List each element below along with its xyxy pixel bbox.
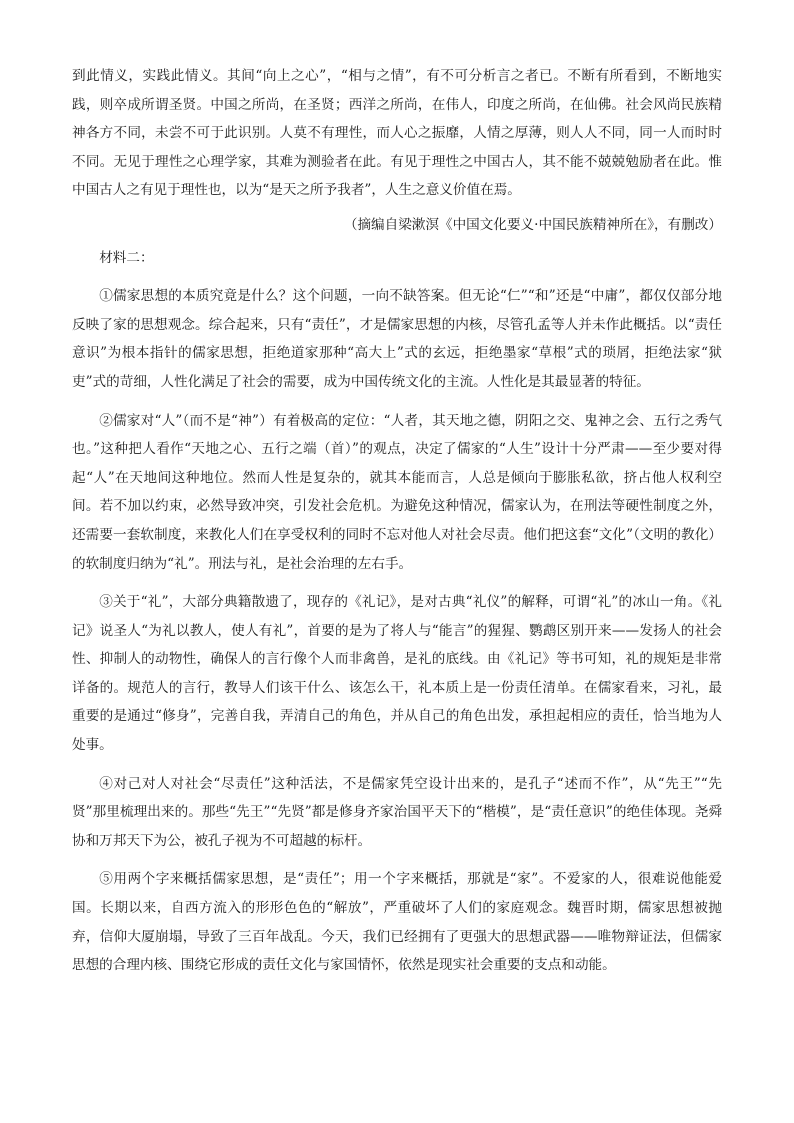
paragraph-1: ①儒家思想的本质究竟是什么？这个问题，一向不缺答案。但无论“仁”“和”还是“中庸”，都仅仅部分地反映了家的思想观念。综合起来，只有“责任”，才是儒家思想的内核，尽管孔孟等人并未作此概括。以“责任意识”为根本指针的儒家思想，拒绝道家那种“高大上”式的玄远，拒绝墨家“草根”式的琐屑，拒绝法家“狱吏”式的苛细，人性化满足了社会的需要，成为中国传统文化的主流。人性化是其最显著的特征。 [72,288,722,390]
paragraph-3: ③关于“礼”，大部分典籍散遗了，现存的《礼记》，是对古典“礼仪”的解释，可谓“礼”的冰山一角。《礼记》说圣人“为礼以教人，使人有礼”，首要的是为了将人与“能言”的猩猩、鹦鹉区别开来——发扬人的社会性、抑制人的动物性，确保人的言行像个人而非禽兽，是礼的底线。由《礼记》等书可知，礼的规矩是非常详备的。规范人的言行，教导人们该干什么、该怎么干，礼本质上是一份责任清单。在儒家看来，习礼，最重要的是通过“修身”，完善自我，弄清自己的角色，并从自己的角色出发，承担起相应的责任，恰当地为人处事。 [72,594,722,754]
material-one-tail: 到此情义，实践此情义。其间“向上之心”，“相与之情”，有不可分析言之者已。不断有所看到，不断地实践，则卒成所谓圣贤。中国之所尚，在圣贤；西洋之所尚，在伟人，印度之所尚，在仙佛。社会风尚民族精神各方不同，未尝不可于此识别。人莫不有理性，而人心之振靡，人情之厚薄，则人人不同，同一人而时时不同。无见于理性之心理学家，其难为测验者在此。有见于理性之中国古人，其不能不兢兢勉励者在此。惟中国古人之有见于理性也，以为“是天之所予我者”，人生之意义价值在焉。 [72,68,722,199]
material-two-heading: 材料二： [99,249,154,266]
paragraph-5: ⑤用两个字来概括儒家思想，是“责任”；用一个字来概括，那就是“家”。不爱家的人，很难说他能爱国。长期以来，自西方流入的形形色色的“解放”，严重破坏了人们的家庭观念。魏晋时期，儒家思想被抛弃，信仰大厦崩塌，导致了三百年战乱。今天，我们已经拥有了更强大的思想武器——唯物辩证法，但儒家思想的合理内核、围绕它形成的责任文化与家国情怀，依然是现实社会重要的支点和动能。 [72,871,722,974]
paragraph-4: ④对己对人对社会“尽责任”这种活法，不是儒家凭空设计出来的，是孔子“述而不作”，从“先王”“先贤”那里梳理出来的。那些“先王”“先贤”都是修身齐家治国平天下的“楷模”，是“责任意识”的绝佳体现。尧舜协和万邦天下为公，被孔子视为不可超越的标杆。 [72,775,722,849]
document-page [72,62,722,980]
material-one-source: （摘编自梁漱溟《中国文化要义·中国民族精神所在》，有删改） [343,216,722,233]
paragraph-2: ②儒家对“人”（而不是“神”）有着极高的定位：“人者，其天地之德，阴阳之交、鬼神之会、五行之秀气也。”这种把人看作“天地之心、五行之端（首）”的观点，决定了儒家的“人生”设计十分严肃——至少要对得起“人”在天地间这种地位。然而人性是复杂的，就其本能而言，人总是倾向于膨胀私欲，挤占他人权利空间。若不加以约束，必然导致冲突，引发社会危机。为避免这种情况，儒家认为，在刑法等硬性制度之外，还需要一套软制度，来教化人们在享受权利的同时不忘对他人对社会尽责。他们把这套“文化”（文明的教化）的软制度归纳为“礼”。刑法与礼，是社会治理的左右手。 [72,412,722,572]
